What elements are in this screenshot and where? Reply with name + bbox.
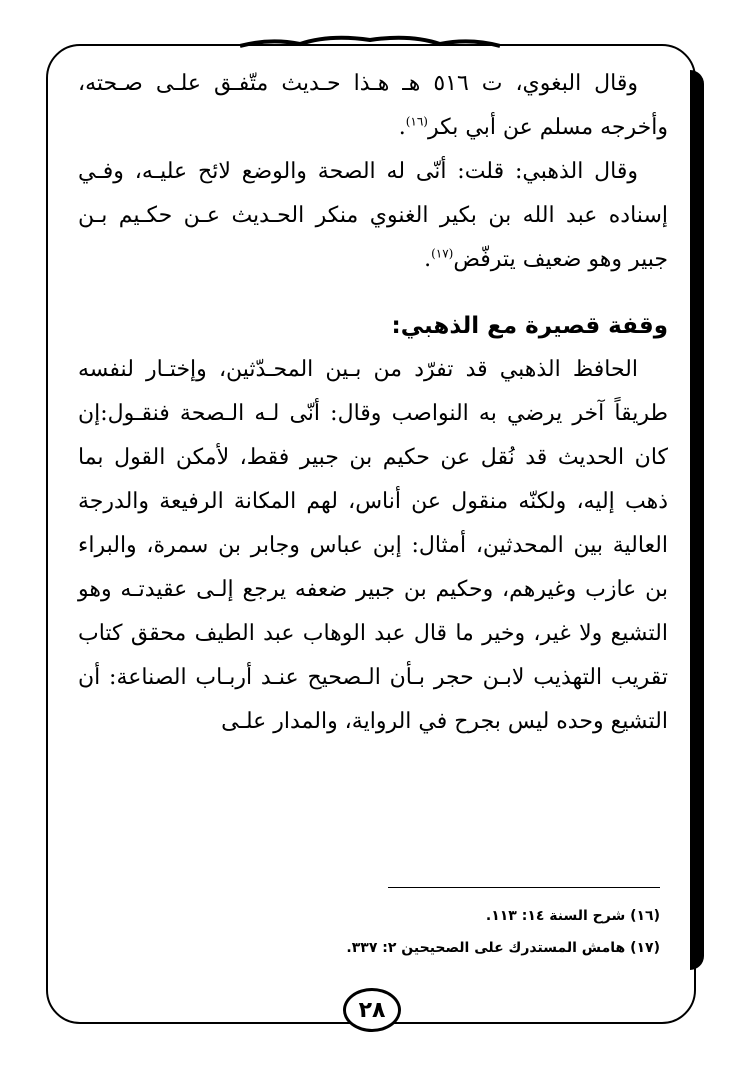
footnote-17: (١٧) هامش المستدرك على الصحيحين ٢: ٣٣٧. xyxy=(346,940,660,956)
footnote-ref-17: (١٧) xyxy=(431,246,454,261)
section-heading: وقفة قصيرة مع الذهبي: xyxy=(391,313,668,339)
footnote-ref-16: (١٦) xyxy=(405,114,428,129)
frame-shadow xyxy=(690,70,704,970)
paragraph-baghawi: وقال البغوي، ت ٥١٦ هـ هـذا حـديث متّفـق علـى صـحته، وأخرجه مسلم عن أبي بكر$^{(١٦)}$. xyxy=(78,71,668,140)
page-body xyxy=(78,62,668,744)
footnotes xyxy=(280,900,660,964)
page-number xyxy=(343,988,401,1032)
footnote-divider xyxy=(388,887,660,888)
paragraph-dhahabi: وقال الذهبي: قلت: أنّى له الصحة والوضع لائح عليـه، وفـي إسناده عبد الله بن بكير الغنوي منكر الحـديث عـن حكـيم بـن جبير وهو ضعيف يترفّض$^{(١٧)}$. xyxy=(78,159,668,272)
page-number-text: ٢٨ xyxy=(358,997,386,1023)
paragraph-main: الحافظ الذهبي قد تفرّد من بـين المحـدّثين، وإختـار لنفسه طريقاً آخر يرضي به النواصب وقال: أنّى لـه الـصحة فنقـول:إن كان الحديث قد نُقل عن حكيم بن جبير فقط، لأمكن القول بما ذهب إليه، ولكنّه منقول عن أناس، لهم المكانة الرفيعة والدرجة العالية بين المحدثين، أمثال: إبن عباس وجابر بن سمرة، والبراء بن عازب وغيرهم، وحكيم بن جبير ضعفه يرجع إلـى عقيدتـه وهو التشيع ولا غير، وخير ما قال عبد الوهاب عبد الطيف محقق كتاب تقريب التهذيب لابـن حجر بـأن الـصحيح عنـد أربـاب الصناعة: أن التشيع وحده ليس بجرح في الرواية، والمدار علـى xyxy=(78,357,668,734)
top-ornament-icon xyxy=(240,30,500,50)
footnote-16: (١٦) شرح السنة ١٤: ١١٣. xyxy=(485,908,660,924)
